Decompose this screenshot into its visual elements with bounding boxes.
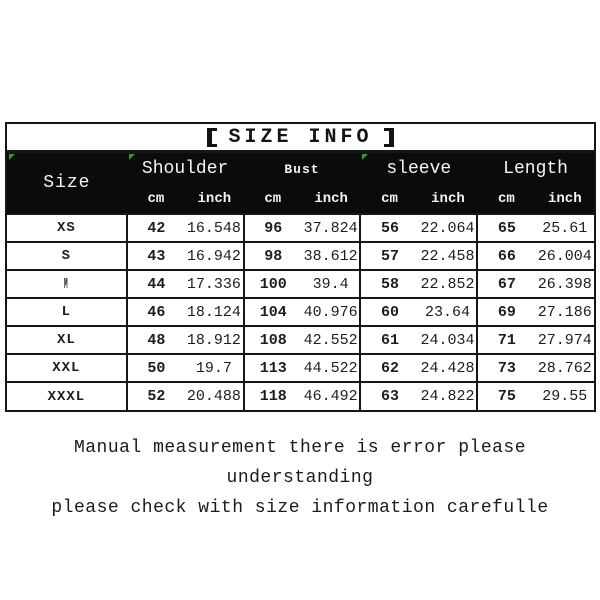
length-column-header <box>477 153 594 185</box>
size-label: XS <box>7 214 127 242</box>
length-cm-value: 66 <box>477 242 535 270</box>
shoulder-cm-header: cm <box>127 185 185 214</box>
bust-cm-value: 98 <box>244 242 302 270</box>
table-row-xxxl <box>7 382 594 410</box>
bust-inch-value: 46.492 <box>302 382 360 410</box>
table-row-xl <box>7 326 594 354</box>
bust-cm-value: 113 <box>244 354 302 382</box>
shoulder-column-header <box>127 153 244 185</box>
left-lenticular-bracket-icon <box>207 128 217 147</box>
shoulder-inch-value: 16.548 <box>185 214 243 242</box>
length-inch-value: 26.004 <box>536 242 594 270</box>
length-header-label: Length <box>503 159 568 179</box>
table-row-l <box>7 298 594 326</box>
table-row-xs <box>7 214 594 242</box>
shoulder-inch-value: 16.942 <box>185 242 243 270</box>
sleeve-inch-value: 24.034 <box>419 326 477 354</box>
bust-cm-header: cm <box>244 185 302 214</box>
footer-note <box>0 433 600 523</box>
bust-cm-value: 118 <box>244 382 302 410</box>
table-body <box>7 214 594 410</box>
sleeve-cm-value: 63 <box>360 382 418 410</box>
sleeve-header-label: sleeve <box>386 159 452 179</box>
length-cm-value: 73 <box>477 354 535 382</box>
bust-inch-header: inch <box>302 185 360 214</box>
shoulder-cm-value: 50 <box>127 354 185 382</box>
length-cm-value: 71 <box>477 326 535 354</box>
length-inch-value: 25.61 <box>536 214 594 242</box>
shoulder-inch-value: 17.336 <box>185 270 243 298</box>
sleeve-cm-value: 60 <box>360 298 418 326</box>
size-header-label: Size <box>43 173 91 193</box>
sleeve-cm-value: 58 <box>360 270 418 298</box>
length-cm-value: 67 <box>477 270 535 298</box>
comment-marker-icon <box>9 154 15 160</box>
bust-inch-value: 38.612 <box>302 242 360 270</box>
size-label: S <box>7 242 127 270</box>
length-inch-value: 29.55 <box>536 382 594 410</box>
shoulder-cm-value: 48 <box>127 326 185 354</box>
page-title: SIZE INFO <box>228 125 373 149</box>
shoulder-header-label: Shoulder <box>141 159 229 179</box>
shoulder-inch-value: 18.912 <box>185 326 243 354</box>
sleeve-cm-value: 56 <box>360 214 418 242</box>
shoulder-inch-value: 20.488 <box>185 382 243 410</box>
shoulder-inch-value: 18.124 <box>185 298 243 326</box>
bust-cm-value: 100 <box>244 270 302 298</box>
length-cm-value: 65 <box>477 214 535 242</box>
length-cm-value: 69 <box>477 298 535 326</box>
size-label: XXXL <box>7 382 127 410</box>
sleeve-cm-value: 61 <box>360 326 418 354</box>
sleeve-inch-value: 24.822 <box>419 382 477 410</box>
table-row-xxl <box>7 354 594 382</box>
shoulder-inch-value: 19.7 <box>185 354 243 382</box>
bust-cm-value: 104 <box>244 298 302 326</box>
title-bar <box>7 124 594 153</box>
length-cm-header: cm <box>477 185 535 214</box>
shoulder-inch-header: inch <box>185 185 243 214</box>
size-column-header <box>7 153 127 214</box>
sleeve-column-header <box>360 153 477 185</box>
bust-cm-value: 96 <box>244 214 302 242</box>
length-inch-value: 26.398 <box>536 270 594 298</box>
shoulder-cm-value: 42 <box>127 214 185 242</box>
length-inch-value: 27.186 <box>536 298 594 326</box>
bust-header-label: Bust <box>284 161 320 177</box>
length-inch-value: 27.974 <box>536 326 594 354</box>
size-label <box>7 270 127 298</box>
group-header-row <box>7 153 594 185</box>
bust-cm-value: 108 <box>244 326 302 354</box>
size-label: XL <box>7 326 127 354</box>
table-header <box>7 153 594 214</box>
footer-note-line2: please check with size information carefulle <box>51 498 549 518</box>
sleeve-inch-value: 22.852 <box>419 270 477 298</box>
sleeve-inch-header: inch <box>419 185 477 214</box>
footer-note-line1: Manual measurement there is error please understanding <box>73 438 527 488</box>
size-label: XXL <box>7 354 127 382</box>
size-label: L <box>7 298 127 326</box>
table-row-s <box>7 242 594 270</box>
comment-marker-icon <box>129 154 135 160</box>
shoulder-cm-value: 44 <box>127 270 185 298</box>
bust-column-header <box>244 153 361 185</box>
length-inch-header: inch <box>536 185 594 214</box>
sleeve-inch-value: 22.458 <box>419 242 477 270</box>
table-row-m <box>7 270 594 298</box>
right-lenticular-bracket-icon <box>384 128 394 147</box>
bust-inch-value: 42.552 <box>302 326 360 354</box>
bust-inch-value: 40.976 <box>302 298 360 326</box>
sleeve-inch-value: 23.64 <box>419 298 477 326</box>
comment-marker-icon <box>362 154 368 160</box>
sleeve-cm-value: 62 <box>360 354 418 382</box>
shoulder-cm-value: 52 <box>127 382 185 410</box>
bust-inch-value: 44.522 <box>302 354 360 382</box>
size-chart <box>5 122 596 412</box>
sleeve-cm-header: cm <box>360 185 418 214</box>
size-label-text: M <box>64 275 69 293</box>
size-table <box>7 153 594 410</box>
sleeve-cm-value: 57 <box>360 242 418 270</box>
sleeve-inch-value: 22.064 <box>419 214 477 242</box>
length-cm-value: 75 <box>477 382 535 410</box>
bust-inch-value: 37.824 <box>302 214 360 242</box>
shoulder-cm-value: 46 <box>127 298 185 326</box>
length-inch-value: 28.762 <box>536 354 594 382</box>
shoulder-cm-value: 43 <box>127 242 185 270</box>
bust-inch-value: 39.4 <box>302 270 360 298</box>
sleeve-inch-value: 24.428 <box>419 354 477 382</box>
